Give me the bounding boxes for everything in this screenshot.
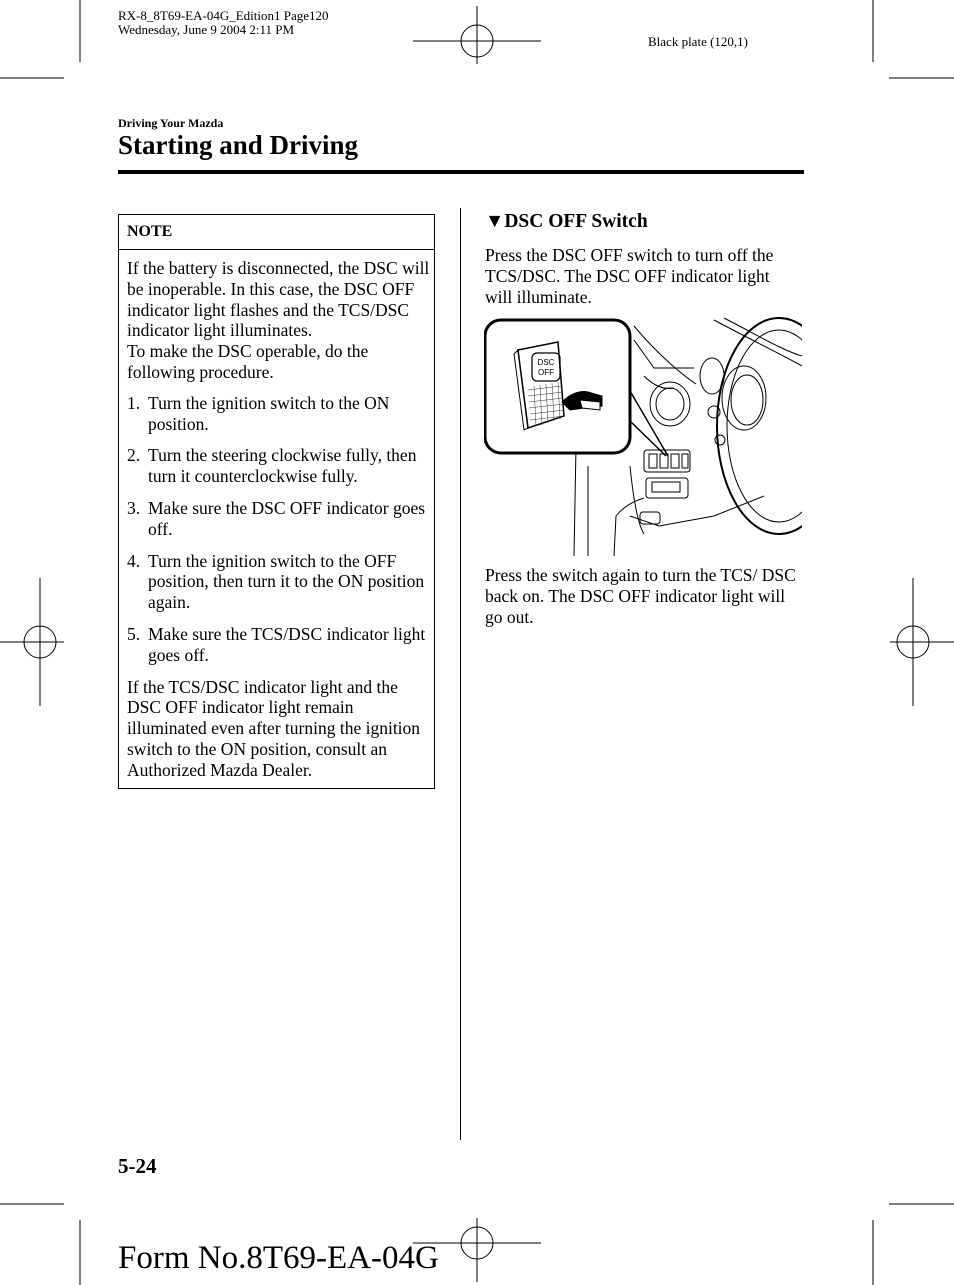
- list-item: [127, 551, 432, 613]
- print-plate: Black plate (120,1): [648, 34, 748, 49]
- step-number: 3.: [127, 497, 141, 518]
- step-number: 1.: [127, 392, 141, 413]
- step-number: 5.: [127, 623, 141, 644]
- note-heading: NOTE: [127, 223, 173, 240]
- list-item: [127, 393, 432, 435]
- step-text: Turn the steering clockwise fully, then turn it counterclockwise fully.: [148, 445, 417, 487]
- figure-label-dsc: DSC: [537, 358, 555, 367]
- section-label: Driving Your Mazda: [118, 116, 224, 130]
- print-file-info: RX-8_8T69-EA-04G_Edition1 Page120: [118, 8, 329, 23]
- note-box: [118, 214, 435, 789]
- step-text: Turn the ignition switch to the OFF position, then turn it to the ON position again.: [148, 550, 425, 613]
- note-intro2: To make the DSC operable, do the following procedure.: [127, 341, 369, 382]
- figure-label-off: OFF: [538, 368, 554, 377]
- title-rule: [118, 170, 804, 174]
- list-item: [127, 498, 432, 540]
- dsc-para-1: Press the DSC OFF switch to turn off the TCS/DSC. The DSC OFF indicator light will illuminate.: [485, 245, 774, 307]
- print-date: Wednesday, June 9 2004 2:11 PM: [118, 22, 295, 37]
- step-text: Turn the ignition switch to the ON position.: [148, 392, 390, 434]
- dsc-heading: [485, 211, 648, 233]
- step-number: 2.: [127, 445, 141, 466]
- step-text: Make sure the DSC OFF indicator goes off.: [148, 497, 426, 539]
- dsc-heading-text: DSC OFF Switch: [504, 211, 648, 232]
- dsc-para-2: Press the switch again to turn the TCS/ DSC back on. The DSC OFF indicator light will go out.: [485, 565, 796, 627]
- note-closing: If the TCS/DSC indicator light and the DSC OFF indicator light remain illuminated even after turning the ignition switch to the ON position, consult an Authorized Mazda Dealer.: [127, 676, 421, 780]
- column-divider: [460, 208, 461, 1140]
- note-body: [127, 258, 432, 781]
- step-number: 4.: [127, 550, 141, 571]
- dsc-switch-illustration: [484, 316, 802, 556]
- step-text: Make sure the TCS/DSC indicator light goes off.: [148, 623, 426, 665]
- page-title: Starting and Driving: [118, 130, 359, 160]
- triangle-marker-icon: ▼: [485, 211, 505, 232]
- note-steps: [127, 393, 432, 666]
- list-item: [127, 624, 432, 666]
- form-number: Form No.8T69-EA-04G: [118, 1240, 439, 1276]
- note-header: [119, 215, 434, 250]
- note-intro: If the battery is disconnected, the DSC will be inoperable. In this case, the DSC OFF indicator light flashes and the TCS/DSC indicator light illuminates.: [127, 258, 430, 341]
- page-number: 5-24: [118, 1154, 157, 1178]
- list-item: [127, 445, 432, 487]
